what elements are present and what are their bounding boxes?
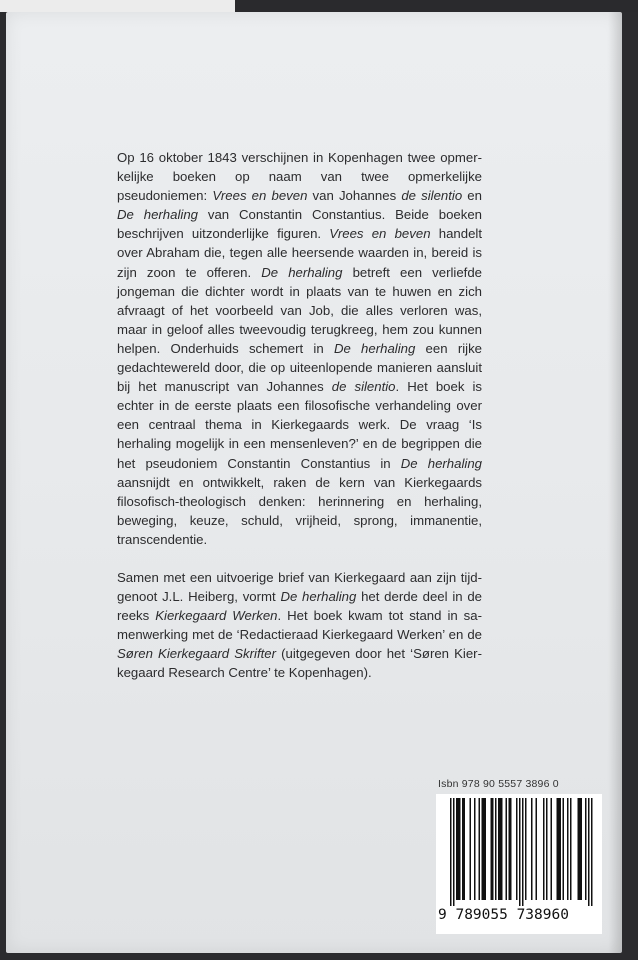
- barcode-bar: [491, 798, 493, 900]
- italic-title-run: de silentio: [401, 188, 463, 204]
- barcode-bar: [456, 798, 458, 900]
- text-run: Op 16 oktober 1843 verschijnen in Kopenhagen twee opmerkelijke boeken op naam van twee opmerkelijke pseudoniemen:: [117, 150, 482, 204]
- barcode-bar: [519, 798, 521, 906]
- text-run: het derde deel in de reeks: [117, 589, 483, 624]
- text-run: van Constantin Constantius. Beide boeken beschrijven uitzonderlijke figuren.: [117, 207, 482, 242]
- barcode-bar: [516, 798, 518, 900]
- barcode-bar: [525, 798, 527, 900]
- italic-title-run: De herhaling: [280, 589, 357, 605]
- barcode-bar: [531, 798, 533, 900]
- barcode-bar: [591, 798, 593, 906]
- top-edge: [0, 0, 638, 12]
- italic-title-run: De herhaling: [117, 207, 198, 223]
- barcode-bar: [509, 798, 511, 900]
- barcode-bar: [506, 798, 508, 900]
- barcode-bar: [588, 798, 590, 906]
- barcode-bar: [579, 798, 581, 900]
- isbn-label: Isbn 978 90 5557 3896 0: [438, 778, 559, 790]
- barcode-bar: [470, 798, 472, 900]
- barcode-bar: [581, 798, 583, 900]
- barcode-area: [436, 776, 602, 934]
- text-run: Samen met een uitvoerige brief van Kierkegaard aan zijn tijdgenoot J.L. Heiberg, vormt: [117, 569, 482, 605]
- barcode-bar: [474, 798, 476, 900]
- barcode-bar: [578, 798, 580, 900]
- barcode-bar: [522, 798, 524, 906]
- barcode-bar: [570, 798, 572, 900]
- blurb-paragraph-1: [117, 148, 482, 549]
- text-run: handelt over Abraham die, tegen alle heersende waarden in, bereid is zijn zoon te offeren.: [117, 226, 483, 280]
- barcode-bar: [546, 798, 548, 900]
- barcode-bar: [495, 798, 497, 900]
- text-run: en: [462, 188, 482, 204]
- cover-shadow: [608, 12, 622, 953]
- barcode-bar: [551, 798, 553, 900]
- italic-title-run: De herhaling: [333, 340, 416, 356]
- blurb-text: [117, 148, 482, 683]
- italic-title-run: De herhaling: [400, 455, 483, 471]
- barcode-bar: [485, 798, 487, 900]
- barcode-bar: [560, 798, 562, 900]
- barcode-bar: [498, 798, 500, 900]
- text-run: van Johannes: [307, 188, 402, 204]
- barcode: [436, 794, 602, 934]
- barcode-bar: [464, 798, 466, 900]
- barcode-bar: [563, 798, 565, 900]
- barcode-bar: [543, 798, 545, 900]
- blurb-paragraph-2: [117, 568, 482, 683]
- barcode-bar: [482, 798, 484, 900]
- text-run: (uitgegeven door het ‘Søren Kierkegaard Research Centre’ te Kopenhagen).: [117, 646, 482, 681]
- barcode-bar: [558, 798, 560, 900]
- barcode-bar: [450, 798, 452, 906]
- text-run: aansnijdt en ontwikkelt, raken de kern van Kierkegaards filosofisch-theologisch denken: herinnering en herhaling, beweging, keuze, schuld, vrijheid, sprong, immanentie, transcendentie.: [117, 474, 482, 547]
- barcode-bar: [483, 798, 485, 900]
- barcode-bars: [440, 798, 598, 906]
- italic-title-run: Søren Kierkegaard Skrifter: [117, 646, 277, 662]
- barcode-bar: [462, 798, 464, 900]
- italic-title-run: Kierkegaard Werken: [155, 608, 278, 624]
- barcode-bar: [453, 798, 455, 906]
- italic-title-run: de silentio: [331, 379, 396, 395]
- binding-edge: [235, 0, 638, 12]
- text-run: . Het boek is echter in de eerste plaats een filosofische verhandeling over een centraal thema in Kierkegaards werk. De vraag ‘Is herhaling mogelijk in een mensenleven?’ en de begrippen die het pseudoniem Constantin Constantius in: [117, 379, 482, 471]
- italic-title-run: Vrees en beven: [212, 188, 308, 204]
- barcode-bar: [536, 798, 538, 900]
- barcode-bar: [458, 798, 460, 900]
- barcode-bar: [510, 798, 512, 900]
- text-run: betreft een verliefde jongeman die dichter wordt in plaats van te huwen en zich afvraagt of het voorbeeld van Job, die alles verloren was, maar in geloof alles tweevoudig terugkreeg, hem zou kunnen helpen. Onderhuids schemert in: [117, 264, 482, 356]
- barcode-bar: [567, 798, 569, 900]
- barcode-bar: [492, 798, 494, 900]
- barcode-bar: [479, 798, 481, 900]
- italic-title-run: Vrees en beven: [329, 226, 431, 242]
- italic-title-run: De herhaling: [261, 264, 343, 280]
- barcode-digits: 9 789055 738960: [438, 907, 569, 923]
- barcode-bar: [585, 798, 587, 900]
- barcode-bar: [501, 798, 503, 900]
- barcode-bar: [459, 798, 461, 900]
- barcode-bar: [500, 798, 502, 900]
- text-run: een rijke gedachtewereld door, die op uiteenlopende manieren aansluit bij het manuscript van Johannes: [117, 340, 482, 395]
- text-run: . Het boek kwam tot stand in samenwerking met de ‘Redactieraad Kierkegaard Werken’ en de: [117, 608, 483, 643]
- barcode-bar: [557, 798, 559, 900]
